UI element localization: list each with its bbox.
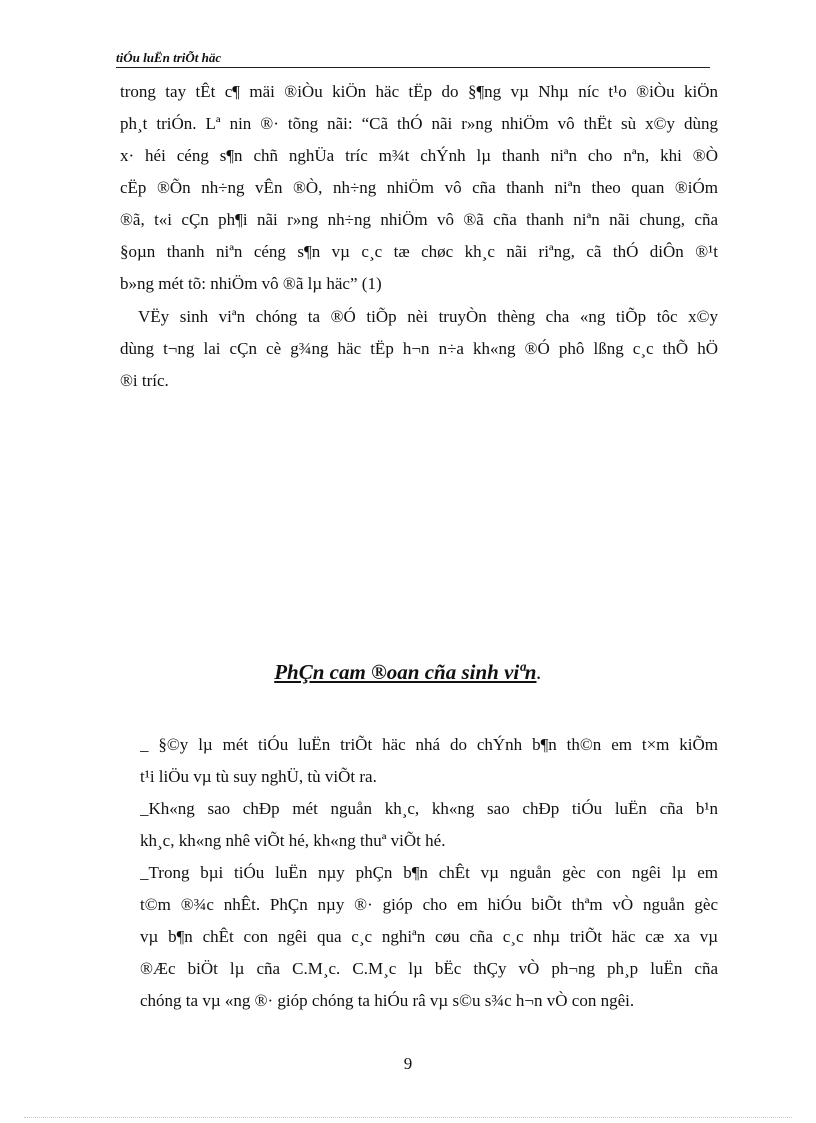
text-line: chóng ta vµ «ng ®· gióp chóng ta hiÓu râ vµ s©u s¾c h¬n vÒ con ngêi.: [140, 991, 635, 1010]
text-line: dùng t¬ng lai cÇn cè g¾ng häc tËp h¬n n÷a kh«ng ®Ó phô lßng c¸c thÕ hÖ: [120, 339, 718, 358]
text-line: §oµn thanh niªn céng s¶n vµ c¸c tæ chøc kh¸c nãi riªng, cã thÓ diÔn ®¹t: [120, 242, 718, 261]
text-line: b»ng mét tõ: nhiÖm vô ®ã lµ häc” (1): [120, 274, 382, 293]
running-header: [116, 51, 710, 68]
page-number: 9: [403, 1054, 413, 1073]
text-line: ®ã, t«i cÇn ph¶i nãi r»ng nh÷ng nhiÖm vô ®ã cña thanh niªn nãi chung, cña: [120, 210, 718, 229]
page-bottom-divider: [24, 1117, 792, 1118]
text-line: _Kh«ng sao chÐp mét nguån kh¸c, kh«ng sao chÐp tiÓu luËn cña b¹n: [140, 799, 718, 818]
section-title-text: PhÇn cam ®oan cña sinh viªn: [274, 660, 537, 684]
text-line: _Trong bµi tiÓu luËn nµy phÇn b¶n chÊt vµ nguån gèc con ngêi lµ em: [140, 863, 718, 882]
text-line: t¹i liÖu vµ tù suy nghÜ, tù viÕt ra.: [140, 767, 377, 786]
declaration-paragraph: [140, 729, 718, 1017]
section-title: [0, 660, 816, 685]
running-header-title: tiÓu luËn triÕt häc: [116, 50, 222, 65]
text-line: x· héi céng s¶n chñ nghÜa tríc m¾t chÝnh lµ thanh niªn cho nªn, khi ®Ò: [120, 146, 718, 165]
body-paragraph-conclusion: [120, 301, 718, 397]
section-title-period: .: [536, 660, 542, 684]
text-line: VËy sinh viªn chóng ta ®Ó tiÕp nèi truyÒn thèng cha «ng tiÕp tôc x©y: [138, 307, 718, 326]
text-line: vµ b¶n chÊt con ngêi qua c¸c nghiªn cøu cña c¸c nhµ triÕt häc cæ xa vµ: [140, 927, 718, 946]
text-line: ph¸t triÓn. Lª nin ®· tõng nãi: “Cã thÓ nãi r»ng nhiÖm vô thËt sù x©y dùng: [120, 114, 718, 133]
text-line: ®i tríc.: [120, 371, 169, 390]
text-line: ®Æc biÖt lµ cña C.M¸c. C.M¸c lµ bËc thÇy vÒ ph¬ng ph¸p luËn cña: [140, 959, 718, 978]
text-line: cËp ®Õn nh÷ng vÊn ®Ò, nh÷ng nhiÖm vô cña thanh niªn theo quan ®iÓm: [120, 178, 718, 197]
text-line: _ §©y lµ mét tiÓu luËn triÕt häc nhá do chÝnh b¶n th©n em t×m kiÕm: [140, 735, 718, 754]
text-line: trong tay tÊt c¶ mäi ®iÒu kiÖn häc tËp do §¶ng vµ Nhµ níc t¹o ®iÒu kiÖn: [120, 82, 718, 101]
body-paragraph-quote: [120, 76, 718, 300]
text-line: kh¸c, kh«ng nhê viÕt hé, kh«ng thuª viÕt hé.: [140, 831, 446, 850]
text-line: t©m ®¾c nhÊt. PhÇn nµy ®· gióp cho em hiÓu biÕt thªm vÒ nguån gèc: [140, 895, 718, 914]
